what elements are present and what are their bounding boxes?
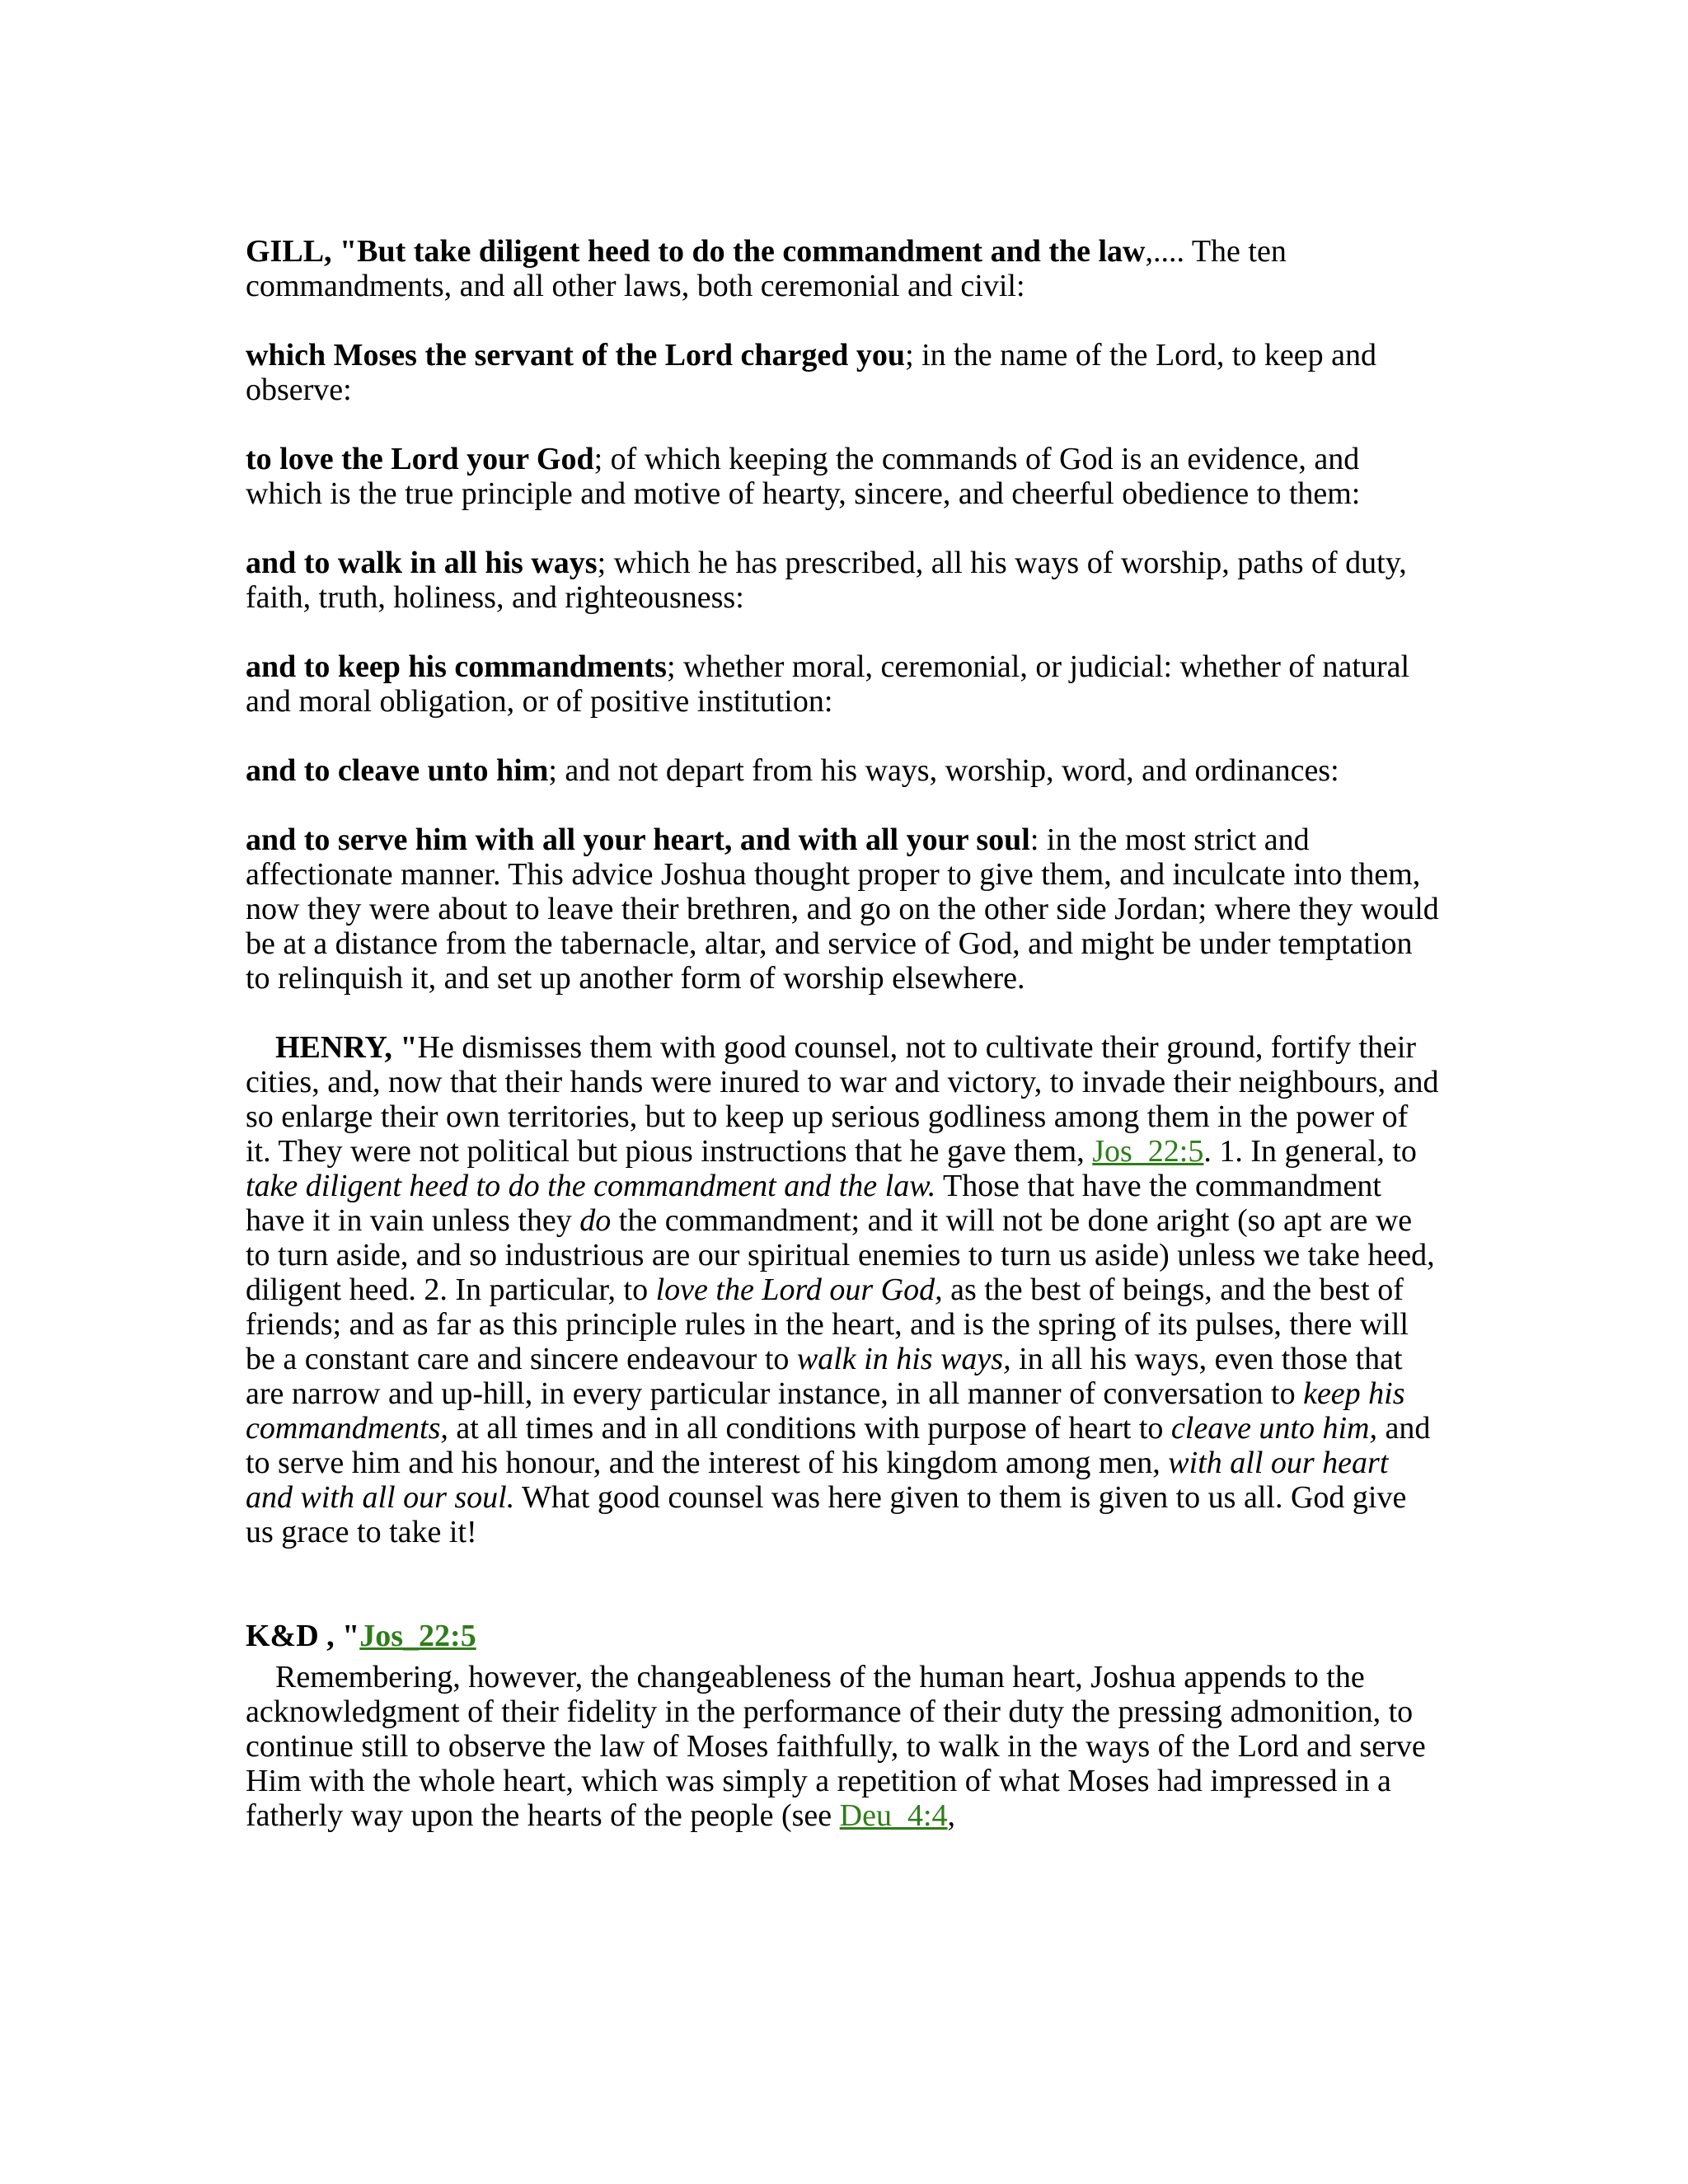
henry-italic: take diligent heed to do the commandment and the law. (246, 1169, 936, 1203)
gill-heading: GILL, "But take diligent heed to do the commandment and the law (246, 234, 1146, 269)
gill-text: : in the most strict and affectionate manner. This advice Joshua thought proper to give them, and inculcate into them, now they were about to leave their brethren, and go on the other side Jordan; where they would be at a distance from the tabernacle, altar, and service of God, and might be under temptation to relinquish it, and set up another form of worship elsewhere. (246, 823, 1439, 996)
henry-italic: cleave unto him, (1170, 1411, 1377, 1446)
gill-paragraph-5 (246, 649, 1441, 719)
henry-italic: love the Lord our God, (655, 1272, 943, 1307)
kd-heading (246, 1619, 1441, 1653)
gill-phrase: and to walk in all his ways (246, 546, 598, 580)
henry-italic: keep his commandments, (246, 1376, 1405, 1446)
gill-paragraph-1 (246, 234, 1441, 303)
gill-text: ,.... The ten commandments, and all other laws, both ceremonial and civil: (246, 234, 1287, 303)
henry-paragraph (246, 1030, 1441, 1549)
gill-text: ; of which keeping the commands of God is an evidence, and which is the true principle and motive of hearty, sincere, and cheerful obedience to them: (246, 442, 1361, 511)
gill-phrase: which Moses the servant of the Lord charged you (246, 338, 906, 373)
gill-paragraph-6 (246, 753, 1441, 788)
henry-text: Those that have the commandment have it in vain unless they (246, 1169, 1381, 1238)
gill-paragraph-2 (246, 338, 1441, 407)
henry-text: the commandment; and it will not be done aright (so apt are we to turn aside, and so industrious are our spiritual enemies to turn us aside) unless we take heed, diligent heed. 2. In particular, to (246, 1203, 1435, 1307)
henry-text: and to serve him and his honour, and the interest of his kingdom among men, (246, 1411, 1431, 1480)
kd-label: K&D , " (246, 1619, 360, 1653)
gill-paragraph-7 (246, 823, 1441, 996)
gill-text: ; which he has prescribed, all his ways of worship, paths of duty, faith, truth, holiness, and righteousness: (246, 546, 1407, 615)
kd-text: Remembering, however, the changeableness of the human heart, Joshua appends to the acknowledgment of their fidelity in the performance of their duty the pressing admonition, to continue still to observe the law of Moses faithfully, to walk in the ways of the Lord and serve Him with the whole heart, which was simply a repetition of what Moses had impressed in a fatherly way upon the hearts of the people (see (246, 1660, 1426, 1833)
gill-text: ; whether moral, ceremonial, or judicial: whether of natural and moral obligation, or of positive institution: (246, 649, 1410, 719)
gill-phrase: and to keep his commandments (246, 649, 667, 684)
scripture-link-deu-4-4[interactable]: Deu_4:4 (839, 1798, 948, 1833)
gill-phrase: and to cleave unto him (246, 753, 549, 788)
gill-text: ; in the name of the Lord, to keep and observe: (246, 338, 1376, 407)
henry-text: in all his ways, even those that are narrow and up-hill, in every particular instance, in all manner of conversation to (246, 1342, 1403, 1411)
gill-paragraph-4 (246, 546, 1441, 615)
gill-phrase: and to serve him with all your heart, and with all your soul (246, 823, 1030, 857)
henry-text: at all times and in all conditions with purpose of heart to (448, 1411, 1171, 1446)
henry-text: as the best of beings, and the best of friends; and as far as this principle rules in the heart, and is the spring of its pulses, there will be a constant care and sincere endeavour to (246, 1272, 1409, 1376)
henry-text: He dismisses them with good counsel, not to cultivate their ground, fortify their cities, and, now that their hands were inured to war and victory, to invade their neighbours, and so enlarge their own territories, but to keep up serious godliness among them in the power of it. They were not political but pious instructions that he gave them, (246, 1030, 1439, 1169)
gill-paragraph-3 (246, 442, 1441, 511)
henry-heading: HENRY, " (275, 1030, 418, 1065)
gill-text: ; and not depart from his ways, worship, word, and ordinances: (548, 753, 1339, 788)
kd-paragraph (246, 1660, 1441, 1833)
henry-text: . 1. In general, to (1203, 1134, 1417, 1169)
gill-phrase: to love the Lord your God (246, 442, 594, 476)
henry-text: What good counsel was here given to them is given to us all. God give us grace to take it! (246, 1480, 1407, 1549)
henry-italic: walk in his ways, (796, 1342, 1011, 1376)
scripture-link-jos-22-5[interactable]: Jos_22:5 (1092, 1134, 1204, 1169)
henry-italic: with all our heart and with all our soul. (246, 1446, 1389, 1515)
document-page (246, 234, 1441, 1868)
kd-text: , (947, 1798, 956, 1833)
henry-italic: do (579, 1203, 612, 1238)
scripture-link-kd-jos-22-5[interactable]: Jos_22:5 (359, 1619, 476, 1653)
